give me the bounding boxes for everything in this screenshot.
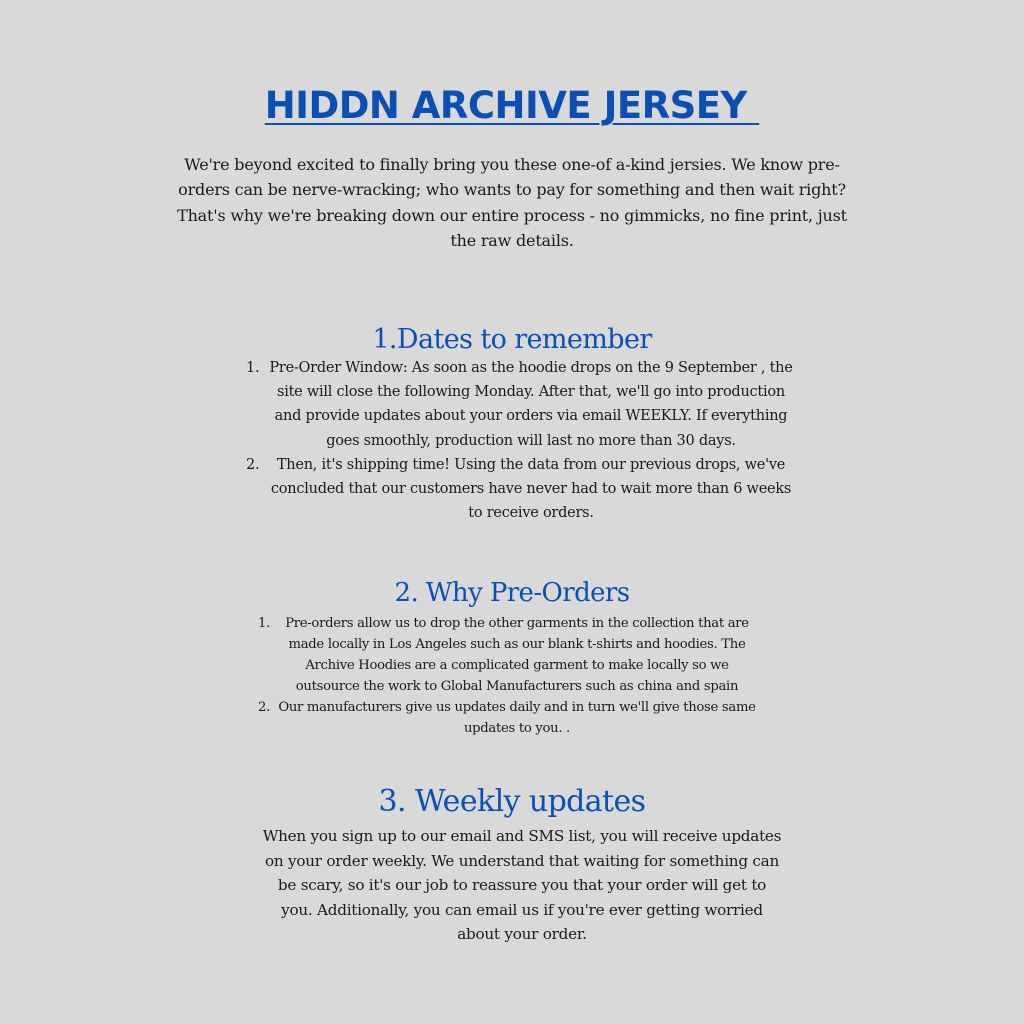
list-item-number: 1. <box>246 360 260 376</box>
list-item <box>258 697 758 739</box>
intro-paragraph: We're beyond excited to finally bring you these one-of a-kind jersies. We know pre-orders can be nerve-wracking; who wants to pay for something and then wait right? That's why we're breaking down our entire process - no gimmicks, no fine print, just the raw details. <box>177 155 847 250</box>
list-item-number: 1. <box>258 616 270 631</box>
list-item <box>258 613 758 697</box>
page-title: HIDDN ARCHIVE JERSEY <box>264 84 760 127</box>
list-item-number: 2. <box>246 456 260 473</box>
list-item-text: Pre-orders allow us to drop the other garments in the collection that are made locally in Los Angeles such as our blank t-shirts and hoodies. The Archive Hoodies are a complicated garment to make locally so we outsource the work to Global Manufacturers such as china and spain <box>285 616 749 694</box>
weekly-paragraph: When you sign up to our email and SMS list, you will receive updates on your order weekly. We understand that waiting for something can be scary, so it's our job to reassure you that your order will get to you. Additionally, you can email us if you're ever getting worried about your order. <box>262 827 782 944</box>
list-item-text: Pre-Order Window: As soon as the hoodie drops on the 9 September , the site will close the following Monday. After that, we'll go into production and provide updates about your orders via email WEEKLY. If everything goes smoothly, production will last no more than 30 days. <box>269 360 793 449</box>
list-item-number: 2. <box>258 700 270 715</box>
section-heading-why: 2. Why Pre-Orders <box>394 578 630 608</box>
section-heading-weekly: 3. Weekly updates <box>378 784 646 819</box>
list-item <box>246 356 794 453</box>
dates-list <box>246 356 794 525</box>
list-item-text: Our manufacturers give us updates daily and in turn we'll give those same updates to you. . <box>278 700 756 736</box>
why-list <box>258 613 758 739</box>
list-item-text: Then, it's shipping time! Using the data from our previous drops, we've concluded that our customers have never had to wait more than 6 weeks to receive orders. <box>270 456 792 522</box>
list-item <box>246 453 794 526</box>
section-heading-dates: 1.Dates to remember <box>372 324 652 355</box>
